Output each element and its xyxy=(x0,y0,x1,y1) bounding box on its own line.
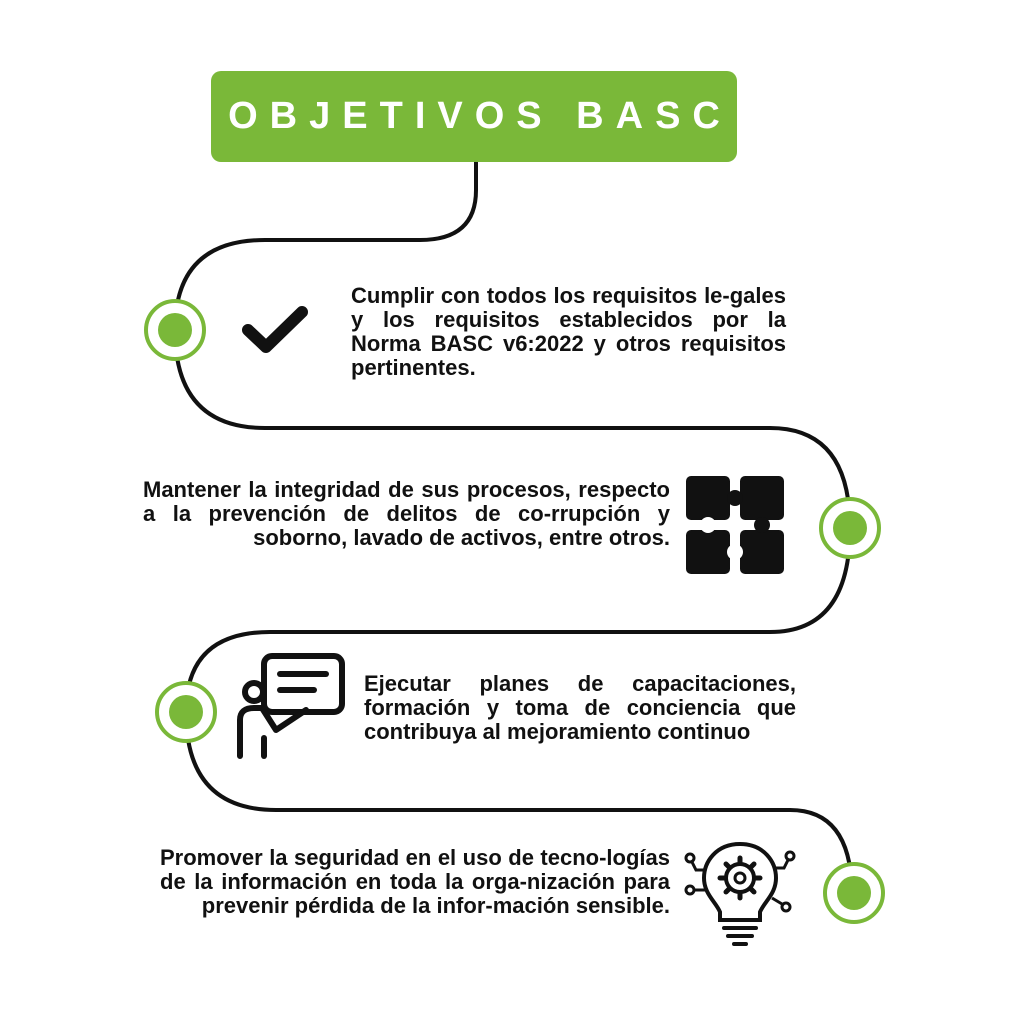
puzzle-icon xyxy=(684,474,788,578)
lightbulb-gear-icon xyxy=(684,838,796,950)
objective-3-text: Ejecutar planes de capacitaciones, formación y toma de conciencia que contribuya al mejoramiento continuo xyxy=(364,671,796,744)
timeline-node-1 xyxy=(144,299,206,361)
presentation-icon xyxy=(234,652,346,762)
objective-2-text: Mantener la integridad de sus procesos, respecto a la prevención de delitos de co-rrupción y soborno, lavado de activos, entre otros. xyxy=(143,477,670,550)
timeline-node-2 xyxy=(819,497,881,559)
checkmark-icon xyxy=(240,302,312,358)
timeline-node-4 xyxy=(823,862,885,924)
objective-1-text: Cumplir con todos los requisitos le-gales y los requisitos establecidos por la Norma BASC v6:2022 y otros requisitos pertinentes. xyxy=(351,283,786,380)
objective-4-text: Promover la seguridad en el uso de tecno-logías de la información en toda la orga-nización para prevenir pérdida de la infor-mación sensible. xyxy=(160,845,670,918)
title-banner xyxy=(211,71,737,162)
page-title: OBJETIVOS BASC xyxy=(228,95,732,137)
timeline-node-3 xyxy=(155,681,217,743)
